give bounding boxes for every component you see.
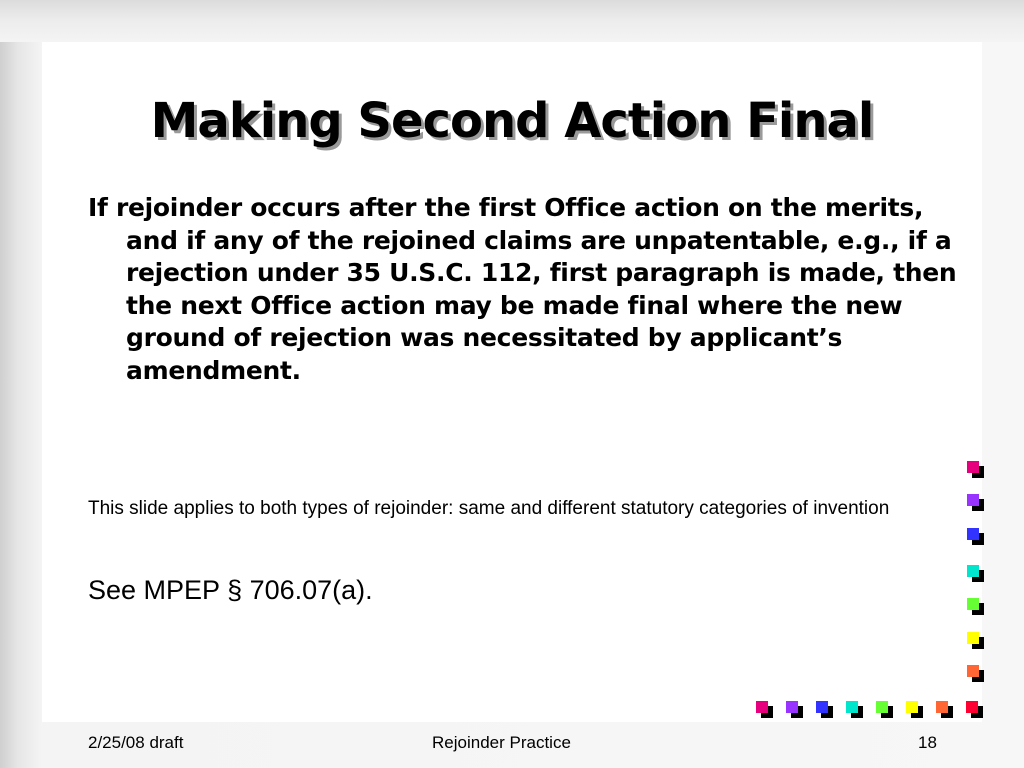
footer-page-number: 18 [918,733,937,752]
decor-square [936,701,948,713]
decor-square [967,565,979,577]
decor-square [966,701,978,713]
decor-square [967,665,979,677]
decor-square [876,701,888,713]
decor-square [816,701,828,713]
decor-square [906,701,918,713]
decor-square [846,701,858,713]
decor-square [786,701,798,713]
footer-title: Rejoinder Practice [432,733,571,752]
decor-square [967,461,979,473]
slide-title: Making Second Action Final [150,93,874,149]
mpep-reference: See MPEP § 706.07(a). [88,575,373,605]
decor-square [756,701,768,713]
top-band [0,0,1024,42]
decor-square [967,528,979,540]
decor-square [967,632,979,644]
slide-body-paragraph: If rejoinder occurs after the first Office action on the merits, and if any of the rejoined claims are unpatentable, e.g., if a rejection under 35 U.S.C. 112, first paragraph is made, then the next Office action may be made final where the new ground of rejection was necessitated by applicant’s amendment. [88,193,957,385]
decor-square [967,598,979,610]
decor-square [967,494,979,506]
footer-date: 2/25/08 draft [88,733,184,752]
slide-note: This slide applies to both types of rejoinder: same and different statutory categories of invention [88,498,890,519]
